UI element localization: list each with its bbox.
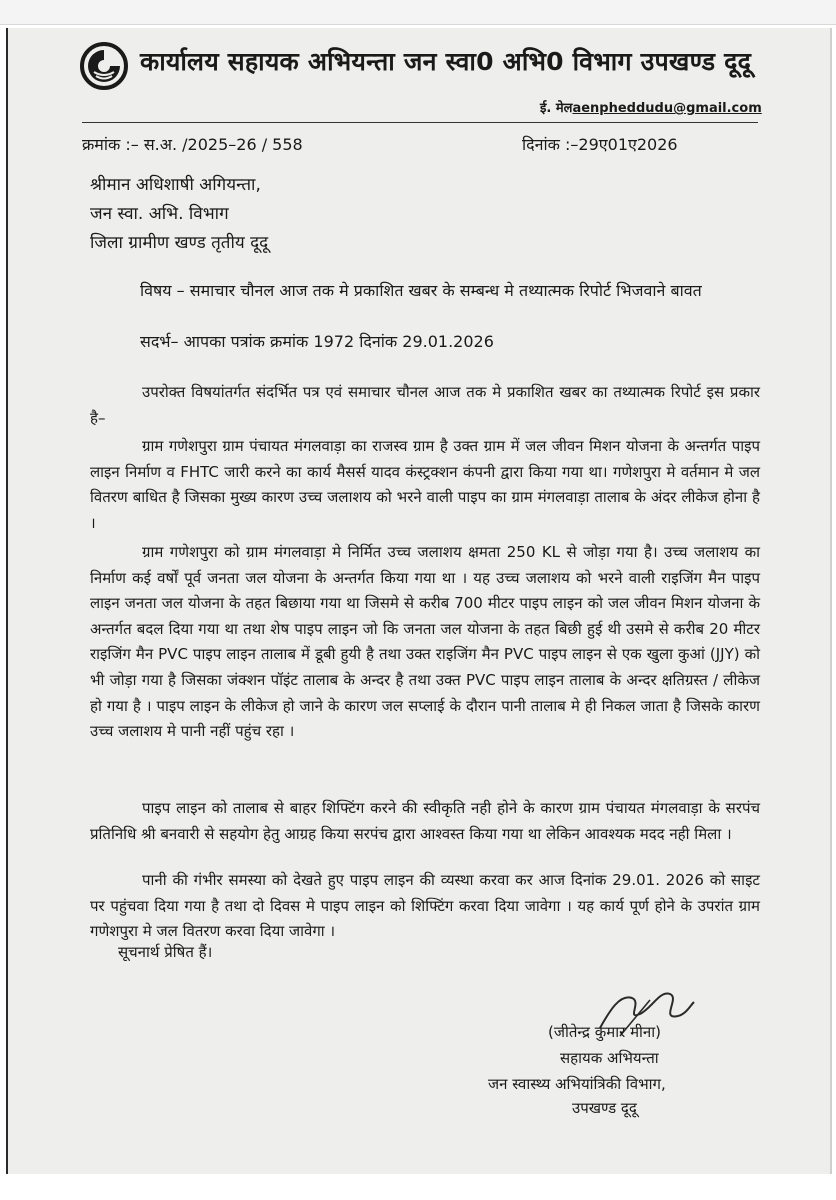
signatory-name: (जीतेन्द्र कुमार मीना) — [548, 1023, 661, 1041]
email-line — [540, 98, 762, 116]
subject-text: समाचार चौनल आज तक मे प्रकाशित खबर के सम्बन्ध मे तथ्यात्मक रिपोर्ट भिजवाने बावत — [189, 281, 702, 300]
reference-text: आपका पत्रांक क्रमांक 1972 दिनांक 29.01.2026 — [183, 332, 494, 351]
reference-label: सदर्भ– — [140, 332, 179, 351]
addressee-line-3: जिला ग्रामीण खण्ड तृतीय दूदू — [90, 233, 269, 253]
body-paragraph-3: ग्राम गणेशपुरा को ग्राम मंगलवाड़ा मे निर्मित उच्च जलाशय क्षमता 250 KL से जोड़ा गया है। उच्च जलाशय का निर्माण कई वर्षों पूर्व जनता जल योजना के अन्तर्गत किया गया था । यह उच्च जलाशय को भरने वाली राइजिंग मैन पाइप लाइन जनता जल योजना के तहत बिछाया गया था जिसमे से करीब 700 मीटर पाइप लाइन को जल जीवन मिशन योजना के अन्तर्गत बदल दिया गया था तथा शेष पाइप लाइन जो कि जनता जल योजना के तहत बिछी हुई थी उसमे से करीब 20 मीटर राइजिंग मैन PVC पाइप लाइन तालाब में डूबी हुयी है तथा उक्त राइजिंग मैन PVC पाइप लाइन से एक खुला कुआं (JJY) को भी जोड़ा गया है जिसका जंक्शन पॉइंट तालाब के अन्दर है तथा उक्त PVC पाइप लाइन तालाब के अन्दर क्षतिग्रस्त / लीकेज हो गया है । पाइप लाइन के लीकेज हो जाने के कारण जल सप्लाई के दौरान पानी तालाब मे ही निकल जाता है जिसके कारण उच्च जलाशय मे पानी नहीं पहुंच रहा । — [90, 543, 760, 741]
body-paragraph-4: पाइप लाइन को तालाब से बाहर शिफ्टिंग करने की स्वीकृति नही होने के कारण ग्राम पंचायत मंगलवाड़ा के सरपंच प्रतिनिधि श्री बनवारी से सहयोग हेतु आग्रह किया सरपंच द्वारा आश्वस्त किया गया था लेकिन आवश्यक मदद नही मिला । — [90, 799, 760, 843]
office-title: कार्यालय सहायक अभियन्ता जन स्वा0 अभि0 विभाग उपखण्ड दूदू — [140, 47, 752, 76]
signatory-department: जन स्वास्थ्य अभियांत्रिकी विभाग, — [488, 1075, 666, 1093]
addressee-line-2: जन स्वा. अभि. विभाग — [90, 204, 229, 224]
addressee-line-1: श्रीमान अधिशाषी अगियन्ता, — [90, 175, 261, 195]
closing-line: सूचनार्थ प्रेषित हैं। — [118, 943, 213, 961]
signatory-location: उपखण्ड दूदू — [572, 1099, 637, 1117]
header-divider — [82, 122, 758, 123]
email-label: ई. मेल — [540, 101, 573, 116]
email-address: aenpheddudu@gmail.com — [572, 101, 762, 116]
top-margin — [0, 0, 836, 25]
bottom-margin — [0, 1176, 836, 1200]
signatory-designation: सहायक अभियन्ता — [560, 1049, 659, 1067]
department-logo-icon — [80, 42, 128, 90]
subject-label: विषय – — [140, 281, 185, 300]
body-paragraph-5: पानी की गंभीर समस्या को देखते हुए पाइप लाइन की व्यस्था करवा कर आज दिनांक 29.01. 2026 को साइट पर पहुंचवा दिया गया है तथा दो दिवस मे पाइप लाइन को शिफ्टिंग करवा दिया जावेगा । यह कार्य पूर्ण होने के उपरांत ग्राम गणेशपुरा मे जल वितरण करवा दिया जावेगा । — [90, 871, 760, 941]
letter-date: दिनांक :–29ए01ए2026 — [522, 135, 678, 154]
subject-line — [140, 278, 770, 304]
body-paragraph-1: उपरोक्त विषयांतर्गत संदर्भित पत्र एवं समाचार चौनल आज तक मे प्रकाशित खबर का तथ्यात्मक रिपोर्ट इस प्रकार है– — [90, 383, 760, 427]
reference-number: क्रमांक :– स.अ. /2025–26 / 558 — [82, 135, 303, 154]
body-paragraph-2: ग्राम गणेशपुरा ग्राम पंचायत मंगलवाड़ा का राजस्व ग्राम है उक्त ग्राम में जल जीवन मिशन योजना के अन्तर्गत पाइप लाइन निर्माण व FHTC जारी करने का कार्य मैसर्स यादव कंस्ट्रक्शन कंपनी द्वारा किया गया था। गणेशपुरा मे वर्तमान मे जल वितरण बाधित है जिसका मुख्य कारण उच्च जलाशय को भरने वाली पाइप का ग्राम मंगलवाड़ा तालाब के अंदर लीकेज होना है । — [90, 437, 760, 532]
reference-line — [140, 330, 494, 352]
